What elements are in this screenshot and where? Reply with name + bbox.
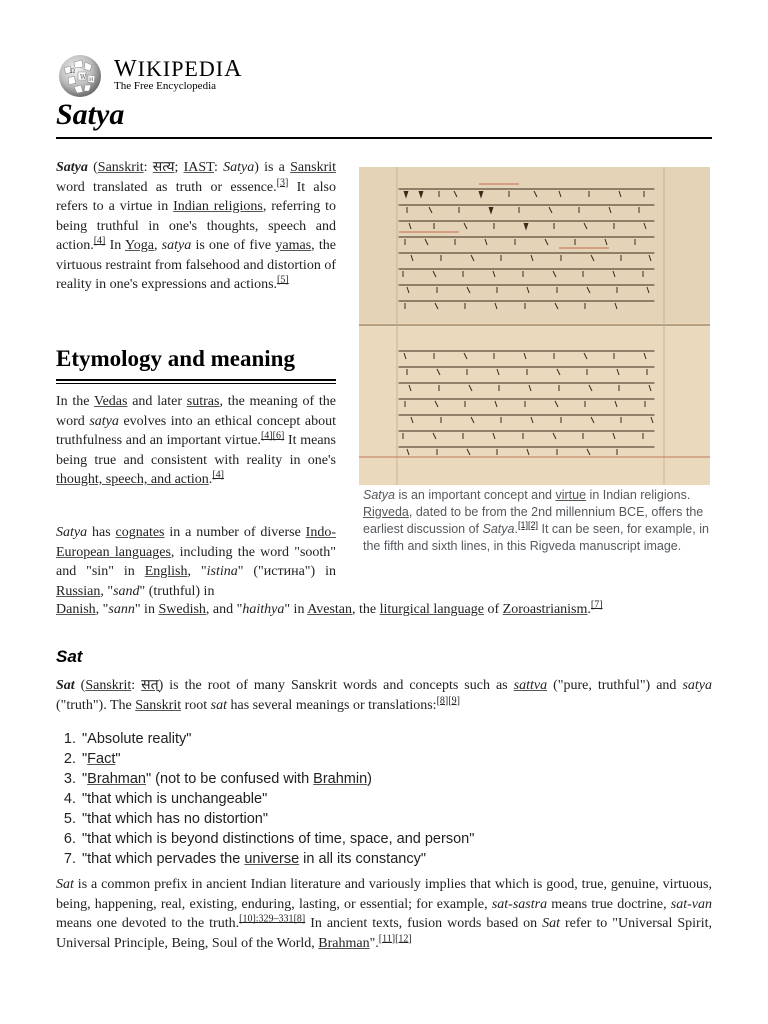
link-cognates[interactable]: cognates: [115, 525, 165, 540]
list-item: 6. "that which is beyond distinctions of time, space, and person": [80, 829, 712, 849]
text: , dated to be from the 2nd millennium BCE, offers the earliest discussion of: [363, 505, 704, 536]
manuscript-figure: [359, 167, 710, 555]
link-universe[interactable]: universe: [244, 851, 300, 867]
text: sat: [210, 697, 228, 713]
text: Sat: [56, 877, 74, 892]
text: sattva: [513, 678, 548, 693]
citation-ref[interactable]: [11]: [378, 932, 396, 944]
text: means true doctrine,: [547, 896, 671, 912]
link-danish[interactable]: Danish: [56, 602, 96, 617]
manuscript-image[interactable]: [359, 167, 710, 485]
citation-ref[interactable]: [7]: [590, 599, 603, 611]
text: word translated as truth or essence.: [56, 179, 277, 195]
citation-ref[interactable]: [9]: [448, 694, 460, 706]
link-sutras[interactable]: sutras: [186, 394, 220, 409]
link-sanskrit[interactable]: Sanskrit: [97, 160, 144, 175]
text: .: [208, 472, 213, 487]
link-zoroastrianism[interactable]: Zoroastrianism: [502, 602, 588, 617]
link-sanskrit[interactable]: Sanskrit: [290, 160, 337, 175]
text: ": [82, 751, 88, 767]
svg-text:Ω: Ω: [70, 68, 75, 75]
text: has several meanings or translations:: [227, 697, 437, 713]
link-devanagari[interactable]: सत्य: [152, 160, 175, 175]
text: Satya: [223, 160, 255, 175]
text: , ": [100, 583, 114, 599]
text: " (not to be confused with: [146, 771, 314, 787]
tagline: The Free Encyclopedia: [114, 80, 217, 92]
text: (: [74, 678, 86, 693]
text: sat-sastra: [491, 896, 548, 912]
text: In the: [56, 394, 95, 409]
text: It means being true and consistent with reality in one's: [56, 433, 336, 468]
wordmark-last-letter: A: [224, 56, 243, 82]
text: ("truth"). The: [56, 697, 136, 713]
wordmark-first-letter: W: [114, 56, 138, 82]
list-item: 5. "that which has no distortion": [80, 809, 712, 829]
citation-ref[interactable]: [8]: [436, 694, 449, 706]
text: " in: [284, 602, 308, 617]
text: In: [105, 238, 125, 253]
citation-ref[interactable]: [2]: [527, 519, 538, 530]
etymology-paragraph-2: [56, 523, 336, 601]
link-brahman[interactable]: Brahman: [318, 935, 370, 951]
text: , and ": [205, 602, 243, 617]
text: has: [87, 525, 116, 540]
link-devanagari[interactable]: सत्: [141, 678, 159, 693]
link-indian-religions[interactable]: Indian religions: [173, 199, 263, 214]
text: Sat: [542, 916, 561, 931]
etymology-paragraph-2-continued: [56, 600, 712, 620]
text: and later: [127, 394, 187, 409]
wikipedia-wordmark[interactable]: [114, 56, 242, 83]
text: ": [82, 771, 88, 787]
citation-ref[interactable]: [10]:329–331: [239, 913, 294, 925]
text: " in: [134, 602, 159, 617]
text: " (truthful) in: [139, 583, 215, 599]
section-heading-sat: Sat: [56, 647, 83, 666]
link-yoga[interactable]: Yoga: [125, 238, 154, 253]
citation-ref[interactable]: [8]: [293, 913, 306, 925]
text: in all its constancy": [299, 851, 426, 867]
text: ;: [174, 160, 184, 175]
wordmark-middle: IKIPEDI: [137, 56, 225, 81]
text: ".: [369, 935, 379, 951]
text: .: [587, 602, 591, 617]
text: Satya: [363, 488, 395, 502]
link-yamas[interactable]: yamas: [275, 238, 312, 253]
section-heading-etymology: Etymology and meaning: [56, 346, 295, 371]
text: satya: [161, 238, 192, 253]
link-virtue[interactable]: virtue: [555, 488, 587, 502]
citation-ref[interactable]: [3]: [276, 176, 289, 188]
etymology-paragraph-1: [56, 392, 336, 490]
sat-prefix-paragraph: [56, 875, 712, 953]
intro-paragraph: [56, 158, 336, 295]
text: haithya: [242, 602, 285, 617]
text: , the virtuous restraint from falsehood and distortion of reality in one's expressions and actions.: [56, 238, 336, 292]
text: of: [483, 602, 503, 617]
text: ": [115, 751, 121, 767]
list-item: 4. "that which is unchangeable": [80, 789, 712, 809]
list-item: 1. "Absolute reality": [80, 729, 712, 749]
citation-ref[interactable]: [6]: [272, 430, 285, 442]
text: in a number of diverse: [164, 525, 306, 540]
text: Satya: [482, 522, 515, 536]
text: Satya: [56, 160, 88, 175]
link-brahman[interactable]: Brahman: [87, 771, 146, 787]
svg-text:И: И: [89, 77, 94, 83]
citation-ref[interactable]: [4]: [212, 469, 224, 481]
text: sann: [108, 602, 135, 617]
list-item: [80, 749, 712, 769]
text: ): [367, 771, 373, 787]
page-title: Satya: [56, 98, 125, 131]
link-avestan[interactable]: Avestan: [307, 602, 353, 617]
title-divider: [56, 137, 712, 139]
text: , including the word "sooth" and "sin" in: [56, 544, 336, 579]
text: in Indian religions.: [586, 488, 691, 502]
text: In ancient texts, fusion words based on: [305, 916, 543, 931]
text: Sat: [56, 678, 75, 693]
link-indo-european[interactable]: Indo-European languages: [56, 525, 336, 560]
link-swedish[interactable]: Swedish: [158, 602, 206, 617]
text: " ("истина") in: [237, 564, 337, 579]
link-thought-speech-action[interactable]: thought, speech, and action: [56, 472, 209, 487]
text: root: [181, 697, 211, 713]
meanings-list: [56, 729, 712, 869]
text: (: [87, 160, 98, 175]
text: It also refers to a virtue in: [56, 179, 336, 214]
link-sanskrit[interactable]: Sanskrit: [135, 697, 182, 713]
text: ,: [153, 238, 162, 253]
citation-ref[interactable]: [1]: [517, 519, 528, 530]
text: :: [131, 678, 142, 693]
section-divider: [56, 379, 336, 381]
list-item: [80, 849, 712, 869]
list-item: [80, 769, 712, 789]
text: istina: [206, 564, 238, 579]
text: satya: [89, 413, 119, 429]
text: satya: [682, 678, 712, 693]
text: , referring to being truthful in one's thoughts, speech and action.: [56, 199, 337, 253]
link-sattva[interactable]: [514, 678, 547, 693]
svg-text:W: W: [80, 74, 87, 81]
link-vedas[interactable]: Vedas: [94, 394, 128, 409]
text: is a common prefix in ancient Indian literature and variously implies that which is good, true, genuine, virtuous, being, happening, real, existing, enduring, lasting, or essential; for example,: [56, 877, 712, 912]
link-rigveda[interactable]: Rigveda: [363, 505, 409, 519]
text: ) is a: [254, 160, 291, 175]
text: refer to "Universal Spirit, Universal Principle, Being, Soul of the World,: [56, 916, 713, 951]
link-english[interactable]: English: [144, 564, 188, 579]
text: is an important concept and: [394, 488, 556, 502]
text: is one of five: [191, 238, 276, 253]
citation-ref[interactable]: [5]: [277, 274, 289, 286]
text: Satya: [56, 525, 88, 540]
citation-ref[interactable]: [4]: [93, 235, 106, 247]
link-iast[interactable]: IAST: [183, 160, 214, 175]
text: evolves into an ethical concept about truthfulness and an important virtue.: [56, 413, 336, 448]
link-brahmin[interactable]: Brahmin: [313, 771, 368, 787]
text: ) is the root of many Sanskrit words and concepts such as: [158, 678, 514, 693]
text: , the: [352, 602, 380, 617]
text: :: [143, 160, 153, 175]
link-liturgical-language[interactable]: liturgical language: [379, 602, 484, 617]
figure-caption: [359, 487, 710, 555]
text: It can be seen, for example, in the fifth and sixth lines, in this Rigveda manuscript image.: [363, 522, 709, 553]
text: , ": [95, 602, 109, 617]
link-russian[interactable]: Russian: [56, 583, 101, 599]
text: sat-van: [670, 896, 712, 912]
text: , ": [187, 564, 207, 579]
text: ("pure, truthful") and: [547, 678, 683, 693]
section-divider: [56, 383, 336, 384]
wikipedia-globe-icon[interactable]: [56, 54, 116, 98]
text: means one devoted to the truth.: [56, 916, 240, 931]
text: :: [214, 160, 224, 175]
link-sanskrit[interactable]: Sanskrit: [85, 678, 132, 693]
text: "that which pervades the: [82, 851, 245, 867]
text: , the meaning of the word: [56, 394, 337, 429]
citation-ref[interactable]: [4]: [260, 430, 273, 442]
text: sand: [113, 583, 140, 599]
sat-paragraph: [56, 676, 712, 715]
link-fact[interactable]: Fact: [87, 751, 116, 767]
citation-ref[interactable]: [12]: [395, 932, 412, 944]
text: .: [514, 522, 518, 536]
